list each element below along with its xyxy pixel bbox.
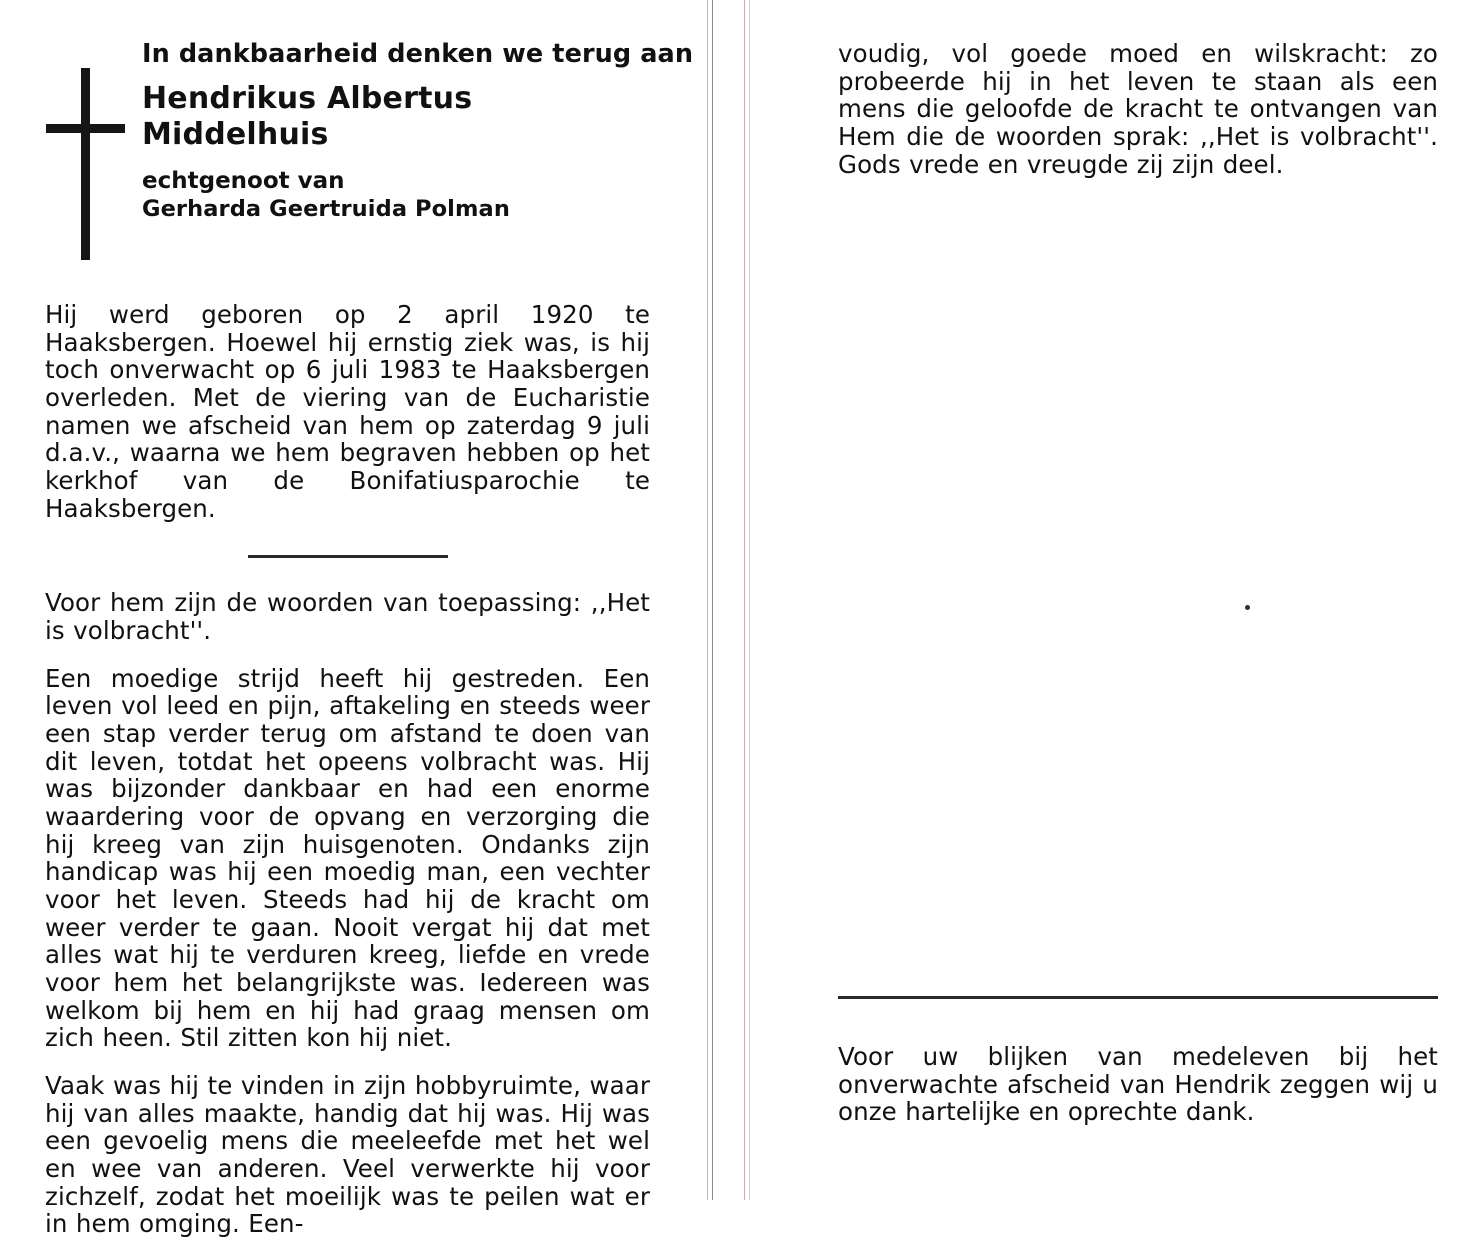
biography-paragraph: Hij werd geboren op 2 april 1920 te Haaksbergen. Hoewel hij ernstig ziek was, is hij toch onverwacht op 6 juli 1983 te Haaksbergen overleden. Met de viering van de Eucharistie namen we afscheid van hem op zaterdag 9 juli d.a.v., waarna we hem begraven hebben op het kerkhof van de Bonifatiusparochie te Haaksbergen. [45,300,650,523]
deceased-name-line-2: Middelhuis [142,117,329,153]
thanks-paragraph: Voor uw blijken van medeleven bij het onverwachte afscheid van Hendrik zeggen wij u onze hartelijke en oprechte dank. [838,1042,1438,1127]
intro-text: In dankbaarheid denken we terug aan [142,39,694,69]
quote-paragraph: Voor hem zijn de woorden van toepassing: ,,Het is volbracht''. [45,588,650,646]
tribute-paragraph: Een moedige strijd heeft hij gestreden. Een leven vol leed en pijn, aftakeling en steeds weer een stap verder terug om afstand te doen van dit leven, totdat het opeens volbracht was. Hij was bijzonder dankbaar en had een enorme waardering voor de opvang en verzorging die hij kreeg van zijn huisgenoten. Ondanks zijn handicap was hij een moedig man, een vechter voor het leven. Steeds had hij de kracht om weer verder te gaan. Nooit vergat hij dat met alles wat hij te verduren kreeg, liefde en vrede voor hem het belangrijkste was. Iedereen was welkom bij hem en hij had graag mensen om zich heen. Stil zitten kon hij niet. [45,663,650,1053]
fold-line-3 [744,0,745,1200]
spouse-label: echtgenoot van [142,167,345,194]
thanks-divider-rule [838,996,1438,999]
right-page-column [838,40,1438,178]
deceased-name-line-1: Hendrikus Albertus [142,80,473,116]
header-block [45,39,694,265]
divider-rule [248,555,448,558]
thanks-block [838,996,1438,1126]
left-page-column [45,39,694,1238]
hobby-paragraph: Vaak was hij te vinden in zijn hobbyruimte, waar hij van alles maakte, handig dat hij was. Hij was een gevoelig mens die meeleefde met het wel en wee van anderen. Veel verwerkte hij voor zichzelf, zodat het moeilijk was te peilen wat er in hem omging. Een- [45,1071,650,1238]
spouse-name: Gerharda Geertruida Polman [142,196,510,223]
fold-line-2 [712,0,713,1200]
ink-speck [1245,605,1250,610]
fold-line-1 [707,0,708,1200]
cross-icon [81,68,90,260]
continuation-paragraph: voudig, vol goede moed en wilskracht: zo probeerde hij in het leven te staan als een mens die geloofde de kracht te ontvangen van Hem die de woorden sprak: ,,Het is volbracht''. Gods vrede en vreugde zij zijn deel. [838,39,1438,179]
fold-line-4 [749,0,750,1200]
